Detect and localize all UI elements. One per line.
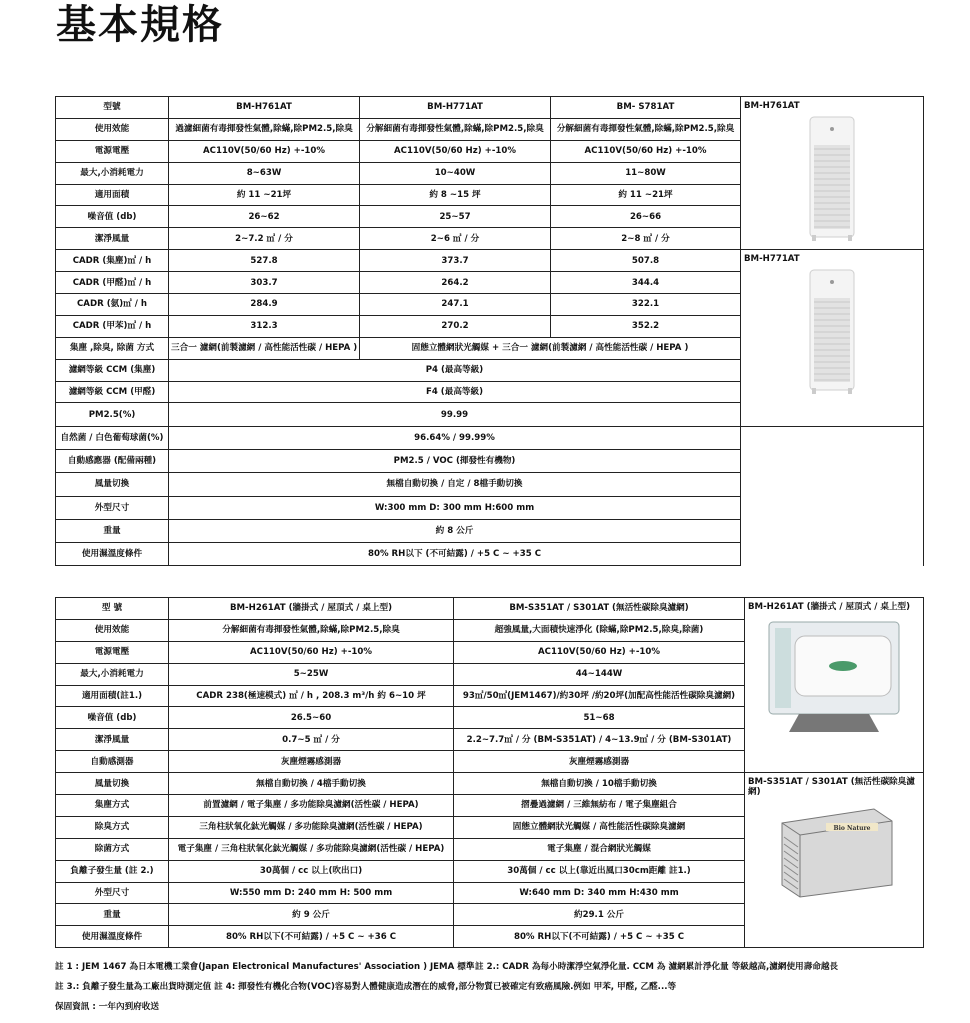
spec-value: 電子集塵 / 三角柱狀氧化鈦光觸媒 / 多功能除臭濾網(活性碳 / HEPA) — [169, 838, 454, 860]
spec-value: P4 (最高等級) — [169, 359, 741, 381]
spec-value: 26~62 — [169, 206, 360, 228]
model-header: BM-H261AT (牆掛式 / 屋頂式 / 桌上型) — [169, 598, 454, 620]
header-label: 型號 — [56, 97, 169, 119]
product-image-cell — [741, 97, 924, 250]
row-label: 除菌方式 — [56, 838, 169, 860]
spec-value: AC110V(50/60 Hz) +-10% — [551, 140, 741, 162]
spec-value: 5~25W — [169, 663, 454, 685]
row-label: CADR (氨)㎥ / h — [56, 294, 169, 316]
spec-value: 無檔自動切換 / 4檔手動切換 — [169, 773, 454, 795]
product-image-cell — [745, 773, 924, 948]
spec-value: 超強風量,大面積快速淨化 (除蟎,除PM2.5,除臭,除菌) — [454, 619, 745, 641]
row-label: 使用濕溫度條件 — [56, 543, 169, 566]
steel-air-purifier-icon — [764, 801, 904, 901]
spec-value: 80% RH以下(不可結露) / +5 C ~ +36 C — [169, 926, 454, 948]
spec-value: 約 11 ~21坪 — [169, 184, 360, 206]
spec-value: 三角柱狀氧化鈦光觸媒 / 多功能除臭濾網(活性碳 / HEPA) — [169, 816, 454, 838]
row-label: 外型尺寸 — [56, 496, 169, 519]
product-image-cell — [745, 598, 924, 773]
table-row — [56, 543, 924, 566]
product-image-cell — [741, 250, 924, 427]
row-label: 自動感測器 — [56, 751, 169, 773]
spec-value: 26.5~60 — [169, 707, 454, 729]
footnote-1: 註 1 : JEM 1467 為日本電機工業會(Japan Electronical Manufactures' Association ) JEMA 標準 — [55, 962, 475, 972]
spec-value: 80% RH以下(不可結露) / +5 C ~ +35 C — [454, 926, 745, 948]
row-label: 最大,小消耗電力 — [56, 162, 169, 184]
row-label: 最大,小消耗電力 — [56, 663, 169, 685]
spec-value: W:550 mm D: 240 mm H: 500 mm — [169, 882, 454, 904]
spec-value: 無檔自動切換 / 自定 / 8檔手動切換 — [169, 473, 741, 496]
spec-value: 96.64% / 99.99% — [169, 426, 741, 449]
row-label: 集塵方式 — [56, 795, 169, 817]
table-row — [56, 250, 924, 272]
spec-value: 264.2 — [360, 272, 551, 294]
row-label: 自動感應器 (配備兩種) — [56, 450, 169, 473]
spec-value: 8~63W — [169, 162, 360, 184]
spec-table-1 — [55, 96, 924, 566]
spec-value: 44~144W — [454, 663, 745, 685]
spec-value: 三合一 濾網(前製濾網 / 高性能活性碳 / HEPA ) — [169, 337, 360, 359]
row-label: CADR (甲醛)㎥ / h — [56, 272, 169, 294]
row-label: CADR (甲苯)㎥ / h — [56, 315, 169, 337]
spec-value: 摺疊過濾網 / 三維無紡布 / 電子集塵組合 — [454, 795, 745, 817]
row-label: 除臭方式 — [56, 816, 169, 838]
spec-value: 2~6 ㎥ / 分 — [360, 228, 551, 250]
model-header: BM-H761AT — [169, 97, 360, 119]
table-row — [56, 426, 924, 449]
spec-value: 93㎥/50㎥(JEM1467)/約30坪 /約20坪(加配高性能活性碳除臭濾網) — [454, 685, 745, 707]
row-label: 潔淨風量 — [56, 228, 169, 250]
row-label: 使用效能 — [56, 118, 169, 140]
spec-value: 約29.1 公斤 — [454, 904, 745, 926]
table-row — [56, 473, 924, 496]
spec-value: 約 8 公斤 — [169, 519, 741, 542]
spec-value: 2~8 ㎥ / 分 — [551, 228, 741, 250]
page-title: 基本規格 — [56, 2, 224, 48]
footnote-2: 註 2.: CADR 為每小時潔淨空氣淨化量. CCM 為 濾網累計淨化量 等級越高,濾網使用壽命越長 — [475, 962, 839, 972]
spec-value: 312.3 — [169, 315, 360, 337]
spec-value: 無檔自動切換 / 10檔手動切換 — [454, 773, 745, 795]
spec-value: 26~66 — [551, 206, 741, 228]
model-header: BM- S781AT — [551, 97, 741, 119]
spec-value: 約 11 ~21坪 — [551, 184, 741, 206]
spec-value: 352.2 — [551, 315, 741, 337]
spec-value: 527.8 — [169, 250, 360, 272]
spec-value: 2~7.2 ㎥ / 分 — [169, 228, 360, 250]
table-row — [56, 450, 924, 473]
spec-value: 固態立體網狀光觸媒 / 高性能活性碳除臭濾網 — [454, 816, 745, 838]
row-label: 重量 — [56, 519, 169, 542]
row-label: 負離子發生量 (註 2.) — [56, 860, 169, 882]
wall-air-purifier-icon — [759, 616, 909, 736]
product-image-label: BM-S351AT / S301AT (無活性碳除臭濾網) — [748, 777, 915, 798]
spec-value: 507.8 — [551, 250, 741, 272]
spec-value: 灰塵煙霧感測器 — [169, 751, 454, 773]
spec-value: 11~80W — [551, 162, 741, 184]
row-label: 自然菌 / 白色葡萄球菌(%) — [56, 426, 169, 449]
row-label: 電源電壓 — [56, 641, 169, 663]
spec-value: AC110V(50/60 Hz) +-10% — [169, 641, 454, 663]
row-label: 適用面積 — [56, 184, 169, 206]
white-air-purifier-icon — [804, 115, 860, 243]
spec-value: 分解細菌有毒揮發性氣體,除蟎,除PM2.5,除臭 — [551, 118, 741, 140]
spec-value: AC110V(50/60 Hz) +-10% — [360, 140, 551, 162]
spec-value: AC110V(50/60 Hz) +-10% — [169, 140, 360, 162]
product-image-label: BM-H261AT (牆掛式 / 屋頂式 / 桌上型) — [748, 602, 911, 612]
row-label: PM2.5(%) — [56, 403, 169, 426]
row-label: 集塵 ,除臭, 除菌 方式 — [56, 337, 169, 359]
spec-value: 373.7 — [360, 250, 551, 272]
header-label: 型 號 — [56, 598, 169, 620]
footnote-3: 註 3.: 負離子發生量為工廠出貨時測定值 註 4: 揮發性有機化合物(VOC)容易對人體健康造成潛在的威脅,部分物質已被確定有致癌風險.例如 甲苯, 甲醛, 乙醛...等 — [55, 982, 677, 992]
product-image-label: BM-H771AT — [744, 254, 800, 265]
model-header: BM-S351AT / S301AT (無活性碳除臭濾網) — [454, 598, 745, 620]
white-air-purifier-icon — [804, 268, 860, 396]
spec-value: 固態立體網狀光觸媒 + 三合一 濾網(前製濾網 / 高性能活性碳 / HEPA ) — [360, 337, 741, 359]
spec-value: 270.2 — [360, 315, 551, 337]
spec-value: 80% RH以下 (不可結露) / +5 C ~ +35 C — [169, 543, 741, 566]
row-label: CADR (集塵)㎥ / h — [56, 250, 169, 272]
spec-value: 約 9 公斤 — [169, 904, 454, 926]
spec-value: 前置濾網 / 電子集塵 / 多功能除臭濾網(活性碳 / HEPA) — [169, 795, 454, 817]
spec-value: 分解細菌有毒揮發性氣體,除蟎,除PM2.5,除臭 — [169, 619, 454, 641]
spec-value: 過濾細菌有毒揮發性氣體,除蟎,除PM2.5,除臭 — [169, 118, 360, 140]
spec-value: 25~57 — [360, 206, 551, 228]
spec-value: F4 (最高等級) — [169, 381, 741, 403]
warranty-info: 保固資訊 : 一年內到府收送 — [55, 1002, 159, 1012]
row-label: 濾網等級 CCM (甲醛) — [56, 381, 169, 403]
row-label: 濾網等級 CCM (集塵) — [56, 359, 169, 381]
spec-value: 99.99 — [169, 403, 741, 426]
spec-value: 322.1 — [551, 294, 741, 316]
row-label: 風量切換 — [56, 473, 169, 496]
row-label: 噪音值 (db) — [56, 206, 169, 228]
table-row — [56, 496, 924, 519]
row-label: 風量切換 — [56, 773, 169, 795]
spec-value: 344.4 — [551, 272, 741, 294]
table-row — [56, 773, 924, 795]
spec-value: W:300 mm D: 300 mm H:600 mm — [169, 496, 741, 519]
spec-value: CADR 238(極速模式) ㎥ / h , 208.3 m³/h 約 6~10 坪 — [169, 685, 454, 707]
spec-value: AC110V(50/60 Hz) +-10% — [454, 641, 745, 663]
spec-value: 303.7 — [169, 272, 360, 294]
spec-value: 2.2~7.7㎥ / 分 (BM-S351AT) / 4~13.9㎥ / 分 (BM-S301AT) — [454, 729, 745, 751]
spec-value: 30萬個 / cc 以上(靠近出風口30cm距離 註1.) — [454, 860, 745, 882]
spec-value: W:640 mm D: 340 mm H:430 mm — [454, 882, 745, 904]
row-label: 電源電壓 — [56, 140, 169, 162]
row-label: 外型尺寸 — [56, 882, 169, 904]
spec-table-2 — [55, 597, 924, 948]
row-label: 噪音值 (db) — [56, 707, 169, 729]
model-header: BM-H771AT — [360, 97, 551, 119]
product-image-label: BM-H761AT — [744, 101, 800, 111]
spec-value: 10~40W — [360, 162, 551, 184]
spec-value: 284.9 — [169, 294, 360, 316]
row-label: 使用效能 — [56, 619, 169, 641]
row-label: 潔淨風量 — [56, 729, 169, 751]
spec-value: 247.1 — [360, 294, 551, 316]
row-label: 適用面積(註1.) — [56, 685, 169, 707]
spec-value: 電子集塵 / 混合網狀光觸媒 — [454, 838, 745, 860]
spec-value: 0.7~5 ㎥ / 分 — [169, 729, 454, 751]
svg-text:Bio Nature: Bio Nature — [833, 825, 871, 833]
row-label: 重量 — [56, 904, 169, 926]
spec-value: 51~68 — [454, 707, 745, 729]
spec-value: PM2.5 / VOC (揮發性有機物) — [169, 450, 741, 473]
spec-value: 約 8 ~15 坪 — [360, 184, 551, 206]
row-label: 使用濕溫度條件 — [56, 926, 169, 948]
table-row — [56, 519, 924, 542]
spec-value: 30萬個 / cc 以上(吹出口) — [169, 860, 454, 882]
spec-value: 分解細菌有毒揮發性氣體,除蟎,除PM2.5,除臭 — [360, 118, 551, 140]
spec-value: 灰塵煙霧感測器 — [454, 751, 745, 773]
